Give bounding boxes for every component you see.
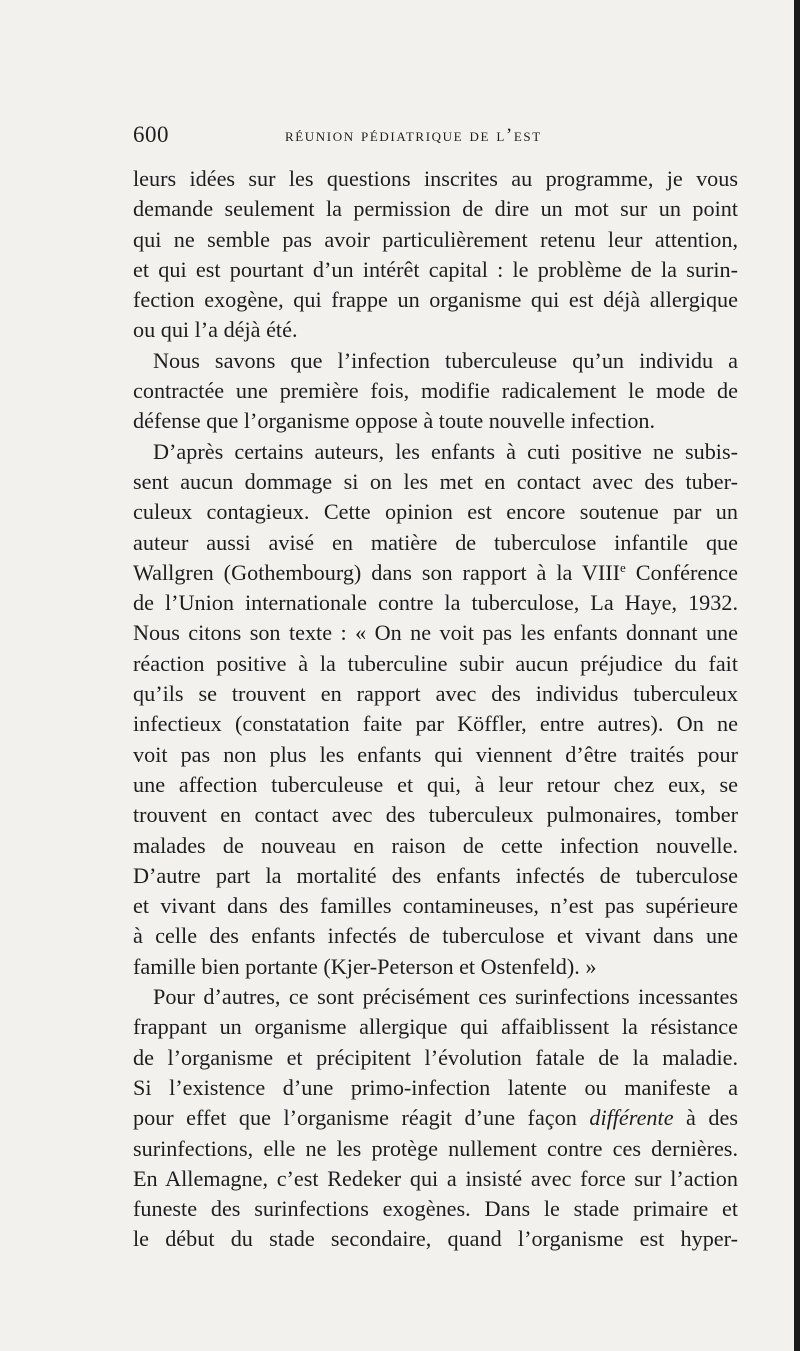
emphasis: différente <box>589 1105 674 1131</box>
text-run: Conférence <box>625 559 738 585</box>
page-header <box>133 122 738 152</box>
text-line: Nous citons son texte : « On ne voit pas les enfants donnant une <box>133 620 738 646</box>
text-line: funeste des surinfections exogènes. Dans le stade primaire et <box>133 1196 738 1222</box>
text-line: surinfections, elle ne les protège nullement contre ces dernières. <box>133 1135 738 1161</box>
text-line: et qui est pourtant d’un intérêt capital : le problème de la surin- <box>133 256 738 282</box>
text-line: trouvent en contact avec des tuberculeux pulmonaires, tomber <box>133 802 738 828</box>
text-line: contractée une première fois, modifie radicalement le mode de <box>133 378 738 404</box>
text-line: D’autre part la mortalité des enfants infectés de tuberculose <box>133 862 738 888</box>
text-line: ou qui l’a déjà été. <box>133 317 298 343</box>
text-line: Pour d’autres, ce sont précisément ces surinfections incessantes <box>153 984 738 1010</box>
text-line: réaction positive à la tuberculine subir aucun préjudice du fait <box>133 650 738 676</box>
body-text <box>133 164 738 1255</box>
page-edge-shadow <box>794 0 800 1351</box>
text-run: pour effet que l’organisme réagit d’une façon <box>133 1105 590 1131</box>
text-line: frappant un organisme allergique qui affaiblissent la résistance <box>133 1014 738 1040</box>
superscript: e <box>620 559 626 575</box>
running-title: réunion pédiatrique de l’est <box>285 125 542 146</box>
text-line: qu’ils se trouvent en rapport avec des individus tuberculeux <box>133 681 738 707</box>
text-line: auteur aussi avisé en matière de tuberculose infantile que <box>133 529 738 555</box>
text-line: Nous savons que l’infection tuberculeuse qu’un individu a <box>153 347 738 373</box>
text-line: de l’organisme et précipitent l’évolution fatale de la maladie. <box>133 1044 738 1070</box>
text-line: à celle des enfants infectés de tuberculose et vivant dans une <box>133 923 738 949</box>
text-line: Si l’existence d’une primo-infection latente ou manifeste a <box>133 1074 738 1100</box>
text-line: qui ne semble pas avoir particulièrement retenu leur attention, <box>133 226 738 252</box>
text-line: défense que l’organisme oppose à toute nouvelle infection. <box>133 408 656 434</box>
text-line <box>133 1103 738 1133</box>
text-line: de l’Union internationale contre la tuberculose, La Haye, 1932. <box>133 590 738 616</box>
page-number: 600 <box>133 122 169 147</box>
text-line: demande seulement la permission de dire un mot sur un point <box>133 196 738 222</box>
text-line: culeux contagieux. Cette opinion est encore soutenue par un <box>133 499 738 525</box>
text-line: famille bien portante (Kjer-Peterson et Ostenfeld). » <box>133 953 597 979</box>
text-line: et vivant dans des familles contamineuses, n’est pas supérieure <box>133 893 738 919</box>
text-line: D’après certains auteurs, les enfants à cuti positive ne subis- <box>153 438 738 464</box>
text-line: leurs idées sur les questions inscrites au programme, je vous <box>133 166 738 191</box>
text-line: le début du stade secondaire, quand l’organisme est hyper- <box>133 1226 738 1252</box>
text-run: Wallgren (Gothembourg) dans son rapport à la VIII <box>133 559 621 585</box>
text-line: voit pas non plus les enfants qui viennent d’être traités pour <box>133 741 738 767</box>
text-line: infectieux (constatation faite par Köffler, entre autres). On ne <box>133 711 738 737</box>
text-line: sent aucun dommage si on les met en contact avec des tuber- <box>133 468 738 494</box>
text-line: En Allemagne, c’est Redeker qui a insisté avec force sur l’action <box>133 1165 738 1191</box>
text-line: malades de nouveau en raison de cette infection nouvelle. <box>133 832 738 858</box>
text-line: une affection tuberculeuse et qui, à leur retour chez eux, se <box>133 771 738 797</box>
text-line: fection exogène, qui frappe un organisme qui est déjà allergique <box>133 287 738 313</box>
text-line <box>133 558 738 588</box>
text-run: à des <box>673 1105 738 1131</box>
